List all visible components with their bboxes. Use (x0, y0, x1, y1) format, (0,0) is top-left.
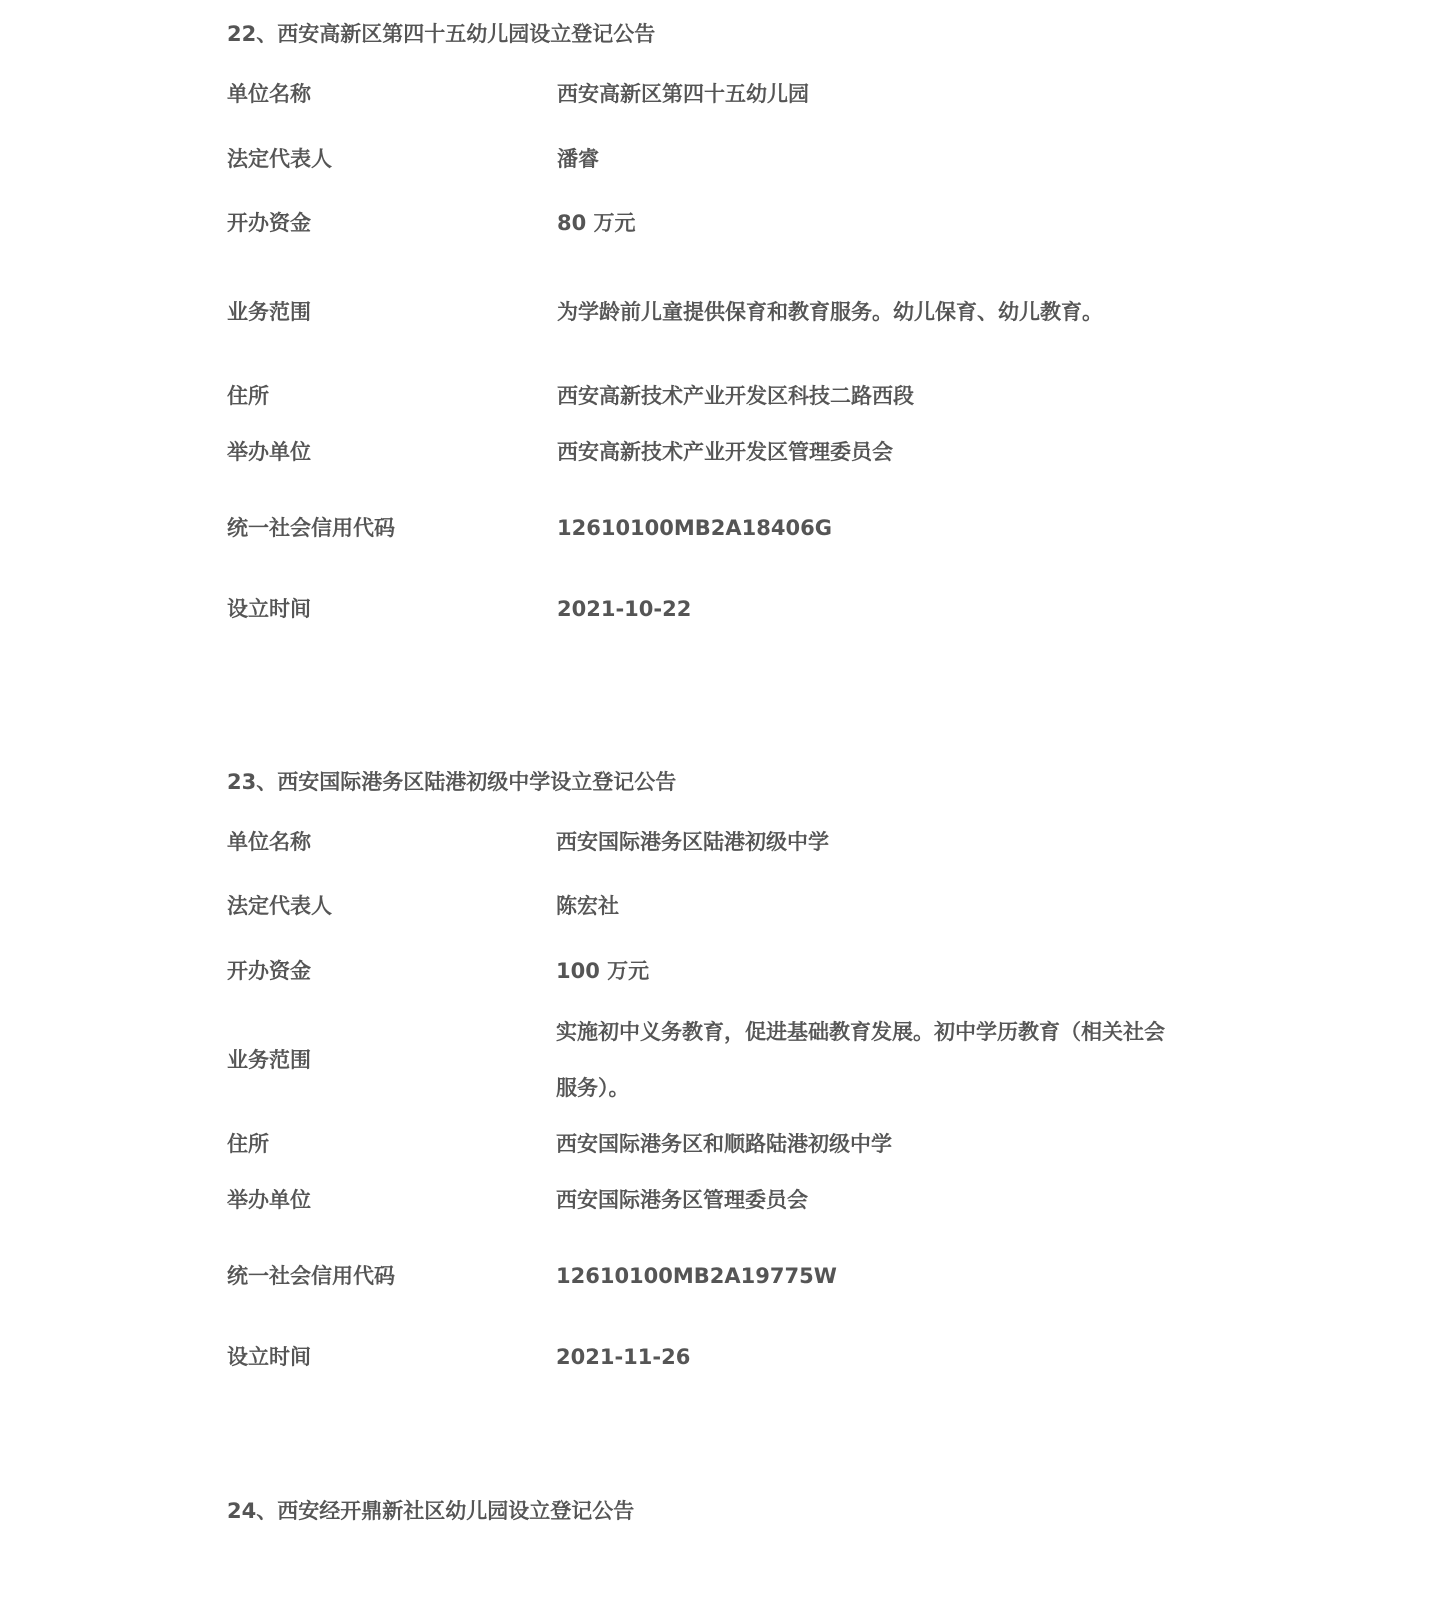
field-label: 举办单位 (227, 1188, 311, 1212)
field-label: 举办单位 (227, 440, 311, 464)
field-value: 100 万元 (556, 959, 650, 983)
field-value: 12610100MB2A18406G (557, 516, 832, 540)
section-title: 22、西安高新区第四十五幼儿园设立登记公告 (227, 22, 656, 46)
field-value: 西安高新技术产业开发区管理委员会 (557, 440, 893, 464)
field-value: 2021-11-26 (556, 1345, 691, 1369)
field-value: 西安国际港务区管理委员会 (556, 1188, 808, 1212)
section-title: 24、西安经开鼎新社区幼儿园设立登记公告 (227, 1499, 635, 1523)
field-value: 西安国际港务区和顺路陆港初级中学 (556, 1132, 892, 1156)
field-label: 设立时间 (227, 1345, 311, 1369)
section-title: 23、西安国际港务区陆港初级中学设立登记公告 (227, 770, 677, 794)
field-label: 统一社会信用代码 (227, 1264, 395, 1288)
field-value: 实施初中义务教育，促进基础教育发展。初中学历教育（相关社会 (556, 1020, 1165, 1044)
field-value: 西安国际港务区陆港初级中学 (556, 830, 829, 854)
field-label: 设立时间 (227, 597, 311, 621)
field-value: 80 万元 (557, 211, 636, 235)
field-label: 住所 (227, 1132, 269, 1156)
field-value: 12610100MB2A19775W (556, 1264, 837, 1288)
field-label: 统一社会信用代码 (227, 516, 395, 540)
field-label: 开办资金 (227, 959, 311, 983)
field-label: 法定代表人 (227, 147, 332, 171)
field-value: 陈宏社 (556, 894, 619, 918)
field-value: 潘睿 (557, 147, 599, 171)
field-label: 法定代表人 (227, 894, 332, 918)
field-label: 单位名称 (227, 82, 311, 106)
field-value: 为学龄前儿童提供保育和教育服务。幼儿保育、幼儿教育。 (557, 300, 1103, 324)
field-value: 西安高新技术产业开发区科技二路西段 (557, 384, 914, 408)
field-label: 业务范围 (227, 1048, 311, 1072)
field-label: 住所 (227, 384, 269, 408)
field-label: 业务范围 (227, 300, 311, 324)
field-label: 单位名称 (227, 830, 311, 854)
field-value-continued: 服务）。 (556, 1076, 630, 1100)
field-value: 2021-10-22 (557, 597, 692, 621)
field-value: 西安高新区第四十五幼儿园 (557, 82, 809, 106)
field-label: 开办资金 (227, 211, 311, 235)
